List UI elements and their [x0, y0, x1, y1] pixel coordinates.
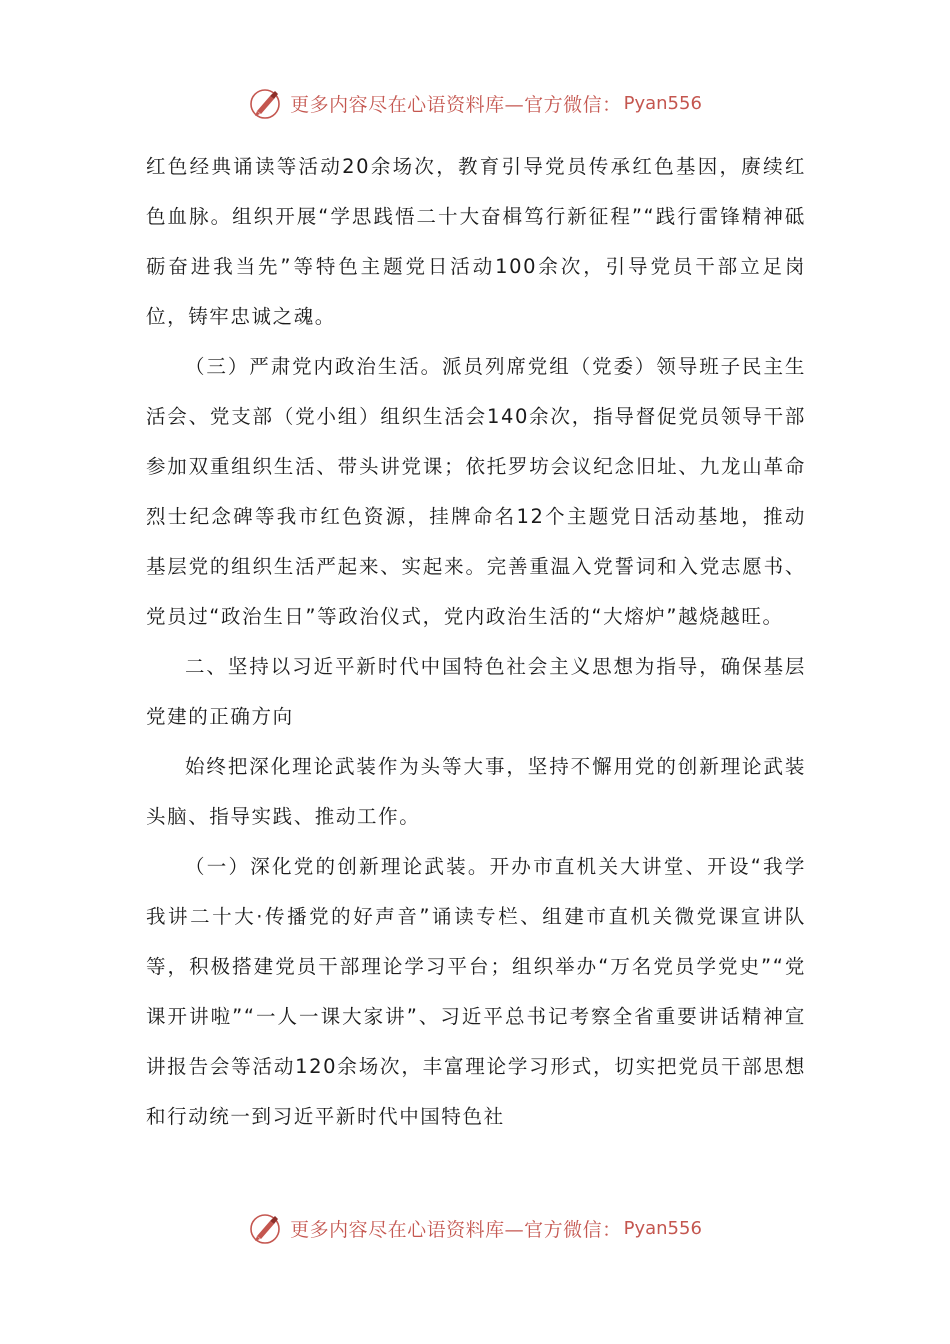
- header-banner-text: 更多内容尽在心语资料库—官方微信：: [290, 93, 622, 116]
- paragraph-3: 始终把深化理论武装作为头等大事，坚持不懈用党的创新理论武装头脑、指导实践、推动工作。: [146, 755, 806, 828]
- header-wechat-id: Pyan556: [623, 92, 702, 114]
- footer-wechat-id: Pyan556: [623, 1217, 702, 1239]
- footer-banner-text: 更多内容尽在心语资料库—官方微信：: [290, 1218, 622, 1241]
- paragraph-2: （三）严肃党内政治生活。派员列席党组（党委）领导班子民主生活会、党支部（党小组）组织生活会140余次，指导督促党员领导干部参加双重组织生活、带头讲党课；依托罗坊会议纪念旧址、九龙山革命烈士纪念碑等我市红色资源，挂牌命名12个主题党日活动基地，推动基层党的组织生活严起来、实起来。完善重温入党誓词和入党志愿书、党员过“政治生日”等政治仪式，党内政治生活的“大熔炉”越烧越旺。: [146, 355, 806, 628]
- document-body: [146, 142, 806, 1142]
- section-heading: 二、坚持以习近平新时代中国特色社会主义思想为指导，确保基层党建的正确方向: [146, 655, 806, 728]
- pen-logo-icon: [248, 85, 284, 121]
- header-watermark-banner: [0, 83, 950, 123]
- footer-watermark-banner: [0, 1208, 950, 1248]
- pen-logo-icon: [248, 1210, 284, 1246]
- paragraph-4: （一）深化党的创新理论武装。开办市直机关大讲堂、开设“我学我讲二十大·传播党的好声音”诵读专栏、组建市直机关微党课宣讲队等，积极搭建党员干部理论学习平台；组织举办“万名党员学党史”“党课开讲啦”“一人一课大家讲”、习近平总书记考察全省重要讲话精神宣讲报告会等活动120余场次，丰富理论学习形式，切实把党员干部思想和行动统一到习近平新时代中国特色社: [146, 855, 806, 1128]
- paragraph-1: 红色经典诵读等活动20余场次，教育引导党员传承红色基因，赓续红色血脉。组织开展“学思践悟二十大奋楫笃行新征程”“践行雷锋精神砥砺奋进我当先”等特色主题党日活动100余次，引导党员干部立足岗位，铸牢忠诚之魂。: [146, 155, 806, 328]
